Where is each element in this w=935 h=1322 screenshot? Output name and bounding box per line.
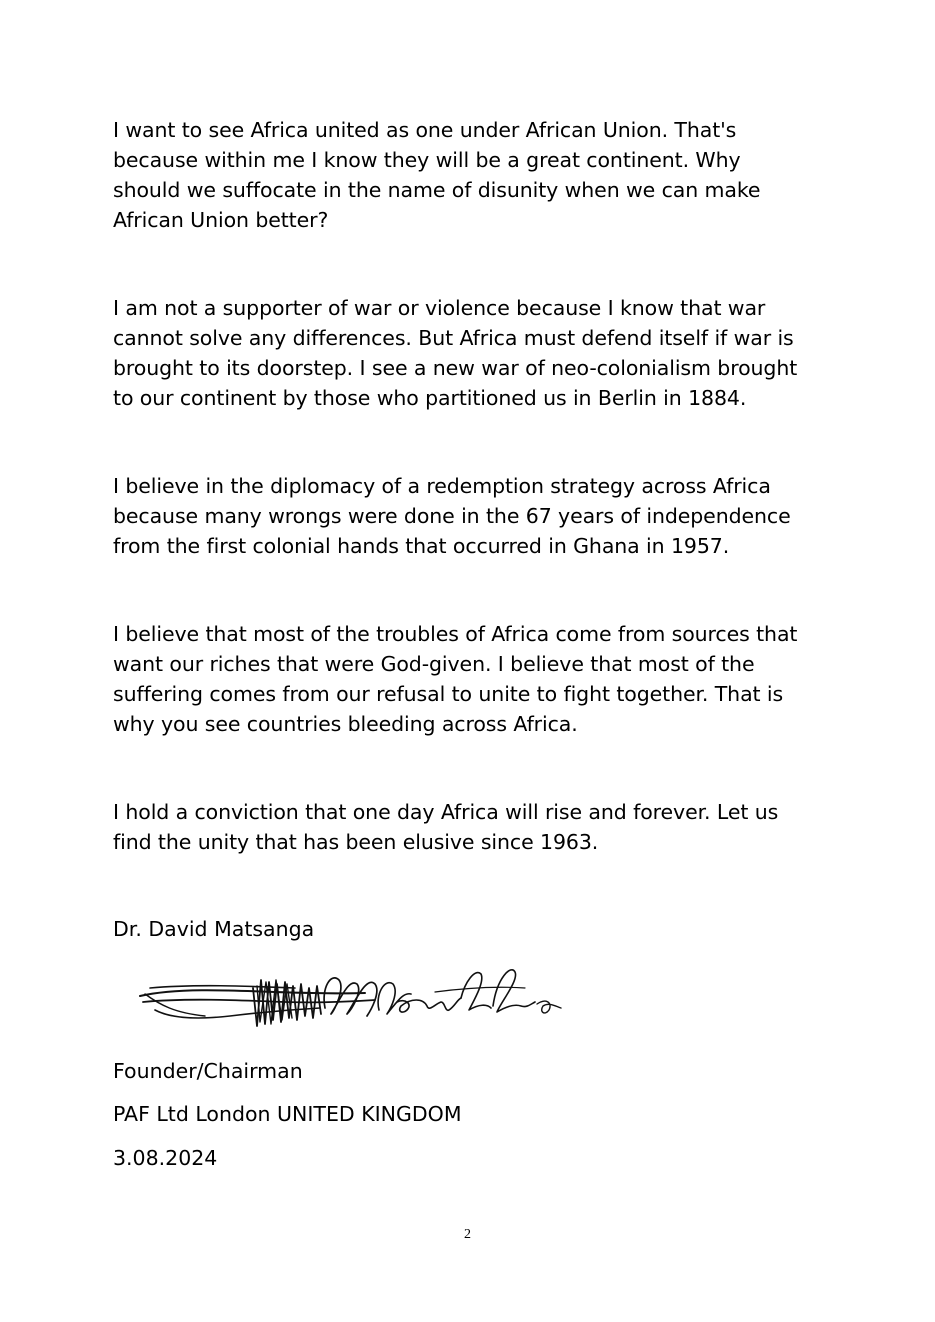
paragraph-line: to our continent by those who partitioned us in Berlin in 1884. bbox=[113, 386, 747, 410]
paragraph-line: I hold a conviction that one day Africa will rise and forever. Let us bbox=[113, 800, 779, 824]
paragraph-line: should we suffocate in the name of disunity when we can make bbox=[113, 178, 761, 202]
paragraph-3 bbox=[113, 471, 873, 561]
paragraph-line: I believe that most of the troubles of Africa come from sources that bbox=[113, 622, 798, 646]
paragraph-line: cannot solve any differences. But Africa must defend itself if war is bbox=[113, 326, 794, 350]
signatory-organization: PAF Ltd London UNITED KINGDOM bbox=[113, 1102, 462, 1126]
paragraph-4 bbox=[113, 619, 873, 739]
page-number: 2 bbox=[464, 1227, 471, 1242]
paragraph-line: find the unity that has been elusive since 1963. bbox=[113, 830, 599, 854]
signatory-title: Founder/Chairman bbox=[113, 1059, 303, 1083]
paragraph-line: suffering comes from our refusal to unite to fight together. That is bbox=[113, 682, 784, 706]
handwritten-signature-icon bbox=[135, 958, 605, 1038]
paragraph-line: I want to see Africa united as one under African Union. That's bbox=[113, 118, 737, 142]
paragraph-line: because within me I know they will be a great continent. Why bbox=[113, 148, 741, 172]
paragraph-line: African Union better? bbox=[113, 208, 329, 232]
signatory-name: Dr. David Matsanga bbox=[113, 917, 315, 941]
letter-date: 3.08.2024 bbox=[113, 1146, 218, 1170]
paragraph-line: I believe in the diplomacy of a redemption strategy across Africa bbox=[113, 474, 771, 498]
paragraph-line: why you see countries bleeding across Africa. bbox=[113, 712, 578, 736]
paragraph-line: I am not a supporter of war or violence because I know that war bbox=[113, 296, 766, 320]
paragraph-5 bbox=[113, 797, 873, 857]
paragraph-line: brought to its doorstep. I see a new war of neo-colonialism brought bbox=[113, 356, 798, 380]
paragraph-1 bbox=[113, 115, 873, 235]
paragraph-2 bbox=[113, 293, 873, 413]
paragraph-line: because many wrongs were done in the 67 years of independence bbox=[113, 504, 791, 528]
paragraph-line: from the first colonial hands that occurred in Ghana in 1957. bbox=[113, 534, 730, 558]
paragraph-line: want our riches that were God-given. I believe that most of the bbox=[113, 652, 755, 676]
